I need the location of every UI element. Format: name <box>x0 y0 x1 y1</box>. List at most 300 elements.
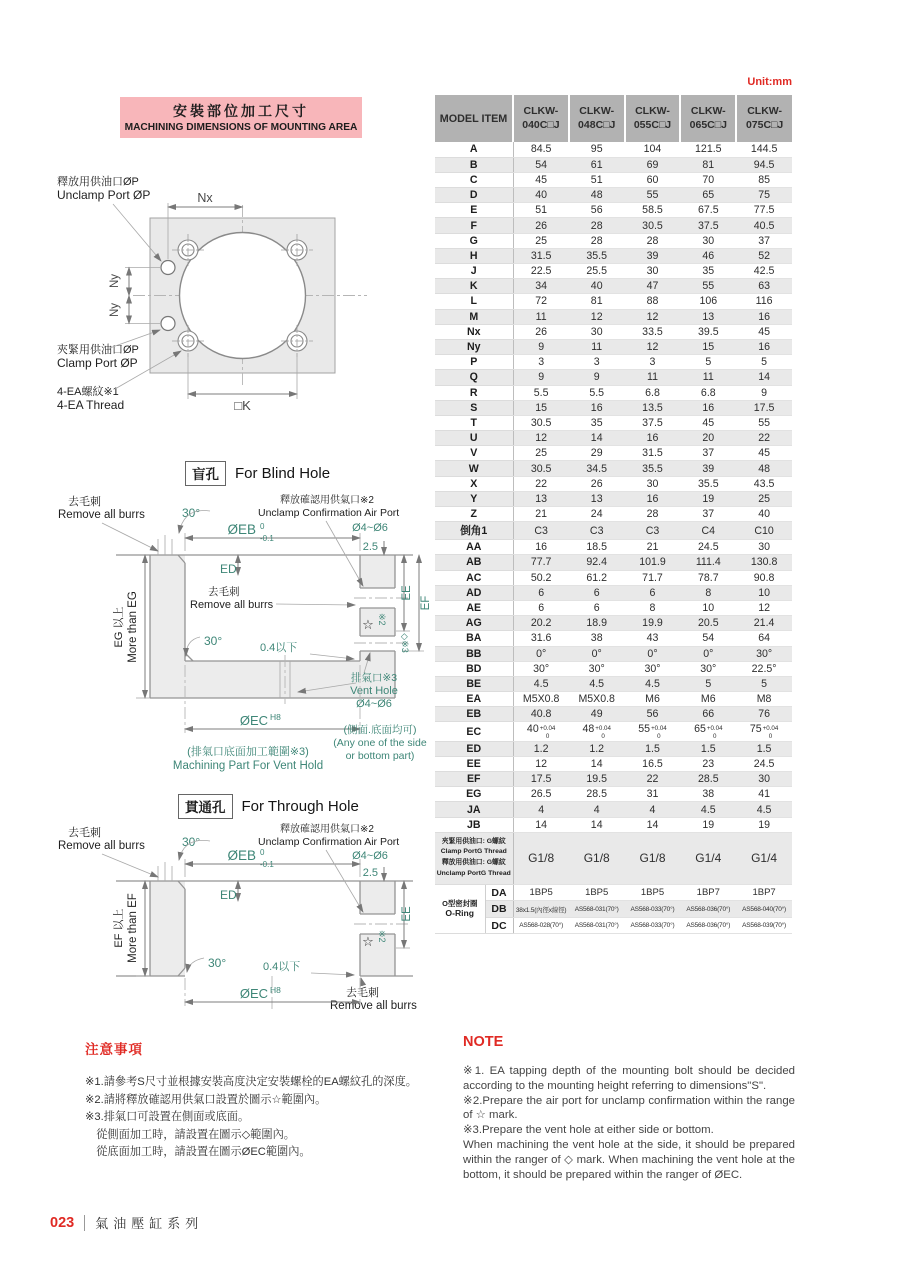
row-label: E <box>435 203 513 218</box>
oring-cell: AS568-031(70°) <box>569 901 625 918</box>
dim-eb-sup: 0 <box>260 522 265 531</box>
dimension-cell: 16 <box>680 400 736 415</box>
dimension-cell: 42.5 <box>736 264 792 279</box>
confirm-port-label-zh: 釋放確認用供氣口※2 <box>280 824 374 835</box>
dimension-cell: 55 +0.04 0 <box>625 722 681 741</box>
dimension-cell: 61.2 <box>569 570 625 585</box>
dimension-cell: 31.5 <box>625 446 681 461</box>
row-label: AB <box>435 555 513 570</box>
clamp-port-label-en: Clamp Port ØP <box>57 356 138 370</box>
confirm-port-label-en: Unclamp Confirmation Air Port <box>258 836 400 848</box>
dimension-cell: 51 <box>569 172 625 187</box>
dimension-cell: M8 <box>736 692 792 707</box>
deburr-top-label-zh: 去毛刺 <box>68 496 101 508</box>
dimension-cell: 1.5 <box>736 741 792 756</box>
dim-04max: 0.4以下 <box>260 642 298 654</box>
dimension-cell: 21.4 <box>736 616 792 631</box>
dimension-cell: 25 <box>513 233 569 248</box>
dimension-row <box>435 817 792 832</box>
dimension-cell: 16 <box>513 540 569 555</box>
oring-row <box>435 917 792 934</box>
dimension-cell: 54 <box>513 157 569 172</box>
dimension-cell: 30 <box>569 324 625 339</box>
dimension-cell: 12 <box>569 309 625 324</box>
dimension-row <box>435 248 792 263</box>
dimension-cell: 43 <box>625 631 681 646</box>
page-title <box>120 97 362 138</box>
row-label: Z <box>435 507 513 522</box>
dimension-cell: 28 <box>625 507 681 522</box>
dimension-cell: 16 <box>736 339 792 354</box>
dimension-cell: 45 <box>736 446 792 461</box>
dimension-cell: 60 <box>625 172 681 187</box>
oring-cell: 1BP7 <box>736 884 792 901</box>
blind-hole-badge: 盲孔 <box>185 461 226 486</box>
row-label: EF <box>435 772 513 787</box>
dimension-cell: 30 <box>625 264 681 279</box>
dimension-cell: 30° <box>569 661 625 676</box>
dimension-cell: 18.5 <box>569 540 625 555</box>
dimension-row <box>435 787 792 802</box>
dimension-cell: 24.5 <box>736 756 792 771</box>
model-column-header: CLKW- 075C□J <box>736 95 792 142</box>
row-label: AE <box>435 600 513 615</box>
dim-d46-top: Ø4~Ø6 <box>352 850 388 862</box>
row-label: BE <box>435 676 513 691</box>
dimension-cell: 6.8 <box>625 385 681 400</box>
dimension-cell: 19 <box>680 817 736 832</box>
dimension-cell: 14 <box>736 370 792 385</box>
dimension-cell: 21 <box>513 507 569 522</box>
dimension-cell: 40 <box>569 279 625 294</box>
dimension-cell: 16 <box>625 491 681 506</box>
dimension-cell: 69 <box>625 157 681 172</box>
dim-ee: EE <box>401 585 413 601</box>
dimension-cell: 56 <box>569 203 625 218</box>
row-label: W <box>435 461 513 476</box>
vent-hole-label-zh: 排氣口※3 <box>350 672 398 684</box>
row-label: ED <box>435 741 513 756</box>
dim-k: □K <box>234 398 251 413</box>
note-line: 從底面加工時，請設置在圖示ØEC範圍內。 <box>85 1146 311 1158</box>
dimension-row <box>435 491 792 506</box>
row-label: C <box>435 172 513 187</box>
dim-eb-sup: 0 <box>260 848 265 857</box>
dimension-cell: 40 <box>736 507 792 522</box>
oring-cell: AS568-036(70°) <box>680 901 736 918</box>
dim-ee: EE <box>401 906 413 922</box>
dim-eb-sub: -0.1 <box>260 534 274 543</box>
page-title-zh: 安裝部位加工尺寸 <box>173 103 309 119</box>
dimension-cell: 10 <box>736 585 792 600</box>
dimension-cell: 40.5 <box>736 218 792 233</box>
dimension-cell: 30° <box>736 646 792 661</box>
notes-zh-title: 注意事項 <box>85 1042 143 1057</box>
row-label: Ny <box>435 339 513 354</box>
dimension-cell: 104 <box>625 142 681 157</box>
dimension-cell: 35.5 <box>625 461 681 476</box>
dim-nx: Nx <box>197 191 213 205</box>
dimension-row <box>435 772 792 787</box>
row-label: X <box>435 476 513 491</box>
dimension-cell: 26 <box>513 324 569 339</box>
dimension-cell: 17.5 <box>513 772 569 787</box>
dimension-cell: 19 <box>680 491 736 506</box>
oring-row <box>435 901 792 918</box>
dimension-cell: 41 <box>736 787 792 802</box>
dimension-cell: 16.5 <box>625 756 681 771</box>
dimension-cell: 15 <box>680 339 736 354</box>
dim-eb-sub: -0.1 <box>260 860 274 869</box>
dimension-cell: 21 <box>625 540 681 555</box>
dimension-cell: 0° <box>513 646 569 661</box>
star-ref: ※2 <box>377 613 387 626</box>
dim-ed: ED <box>220 888 237 902</box>
dimension-cell: 76 <box>736 707 792 722</box>
dimension-cell: 6 <box>513 600 569 615</box>
dimension-cell: 54 <box>680 631 736 646</box>
dim-ny-lower: Ny <box>109 302 121 318</box>
dimension-cell: 11 <box>625 370 681 385</box>
row-label: H <box>435 248 513 263</box>
row-label: J <box>435 264 513 279</box>
dimension-cell: 35.5 <box>569 248 625 263</box>
dimension-cell: 37.5 <box>625 415 681 430</box>
through-hole-badge: 貫通孔 <box>178 794 233 819</box>
dimension-cell: 0° <box>569 646 625 661</box>
dimension-cell: 1.2 <box>569 741 625 756</box>
dimension-cell: 45 <box>513 172 569 187</box>
model-column-header: CLKW- 055C□J <box>625 95 681 142</box>
footer-divider <box>84 1215 85 1231</box>
model-column-header: CLKW- 065C□J <box>680 95 736 142</box>
dimension-cell: 10 <box>680 600 736 615</box>
dimension-cell: 40 +0.04 0 <box>513 722 569 741</box>
dimension-cell: C3 <box>625 522 681 540</box>
dimension-cell: 84.5 <box>513 142 569 157</box>
dim-ec-sup: H8 <box>270 985 281 995</box>
dimension-cell: 130.8 <box>736 555 792 570</box>
dimension-cell: 38 <box>569 631 625 646</box>
dimension-cell: 77.7 <box>513 555 569 570</box>
dimension-row <box>435 616 792 631</box>
oring-cell: AS568-033(70°) <box>625 917 681 934</box>
dimension-cell: 3 <box>513 355 569 370</box>
row-label: Nx <box>435 324 513 339</box>
dimension-cell: 9 <box>569 370 625 385</box>
dim-ec: ØEC <box>239 986 268 1001</box>
dimension-cell: 26 <box>569 476 625 491</box>
row-label: JA <box>435 802 513 817</box>
oring-cell: 1BP7 <box>680 884 736 901</box>
row-label: V <box>435 446 513 461</box>
dimension-cell: 22 <box>625 772 681 787</box>
dimension-cell: 64 <box>736 631 792 646</box>
dimension-cell: 4.5 <box>513 676 569 691</box>
dimension-cell: 9 <box>513 370 569 385</box>
note-paragraph: When machining the vent hole at the side, it should be prepared within the ranger of ◇ mark. When machining the vent hole at the bottom, it should be prepared within the ranger of ØEC. <box>463 1138 795 1181</box>
dimension-row <box>435 802 792 817</box>
series-name: 氣油壓缸系列 <box>95 1216 204 1231</box>
dimension-cell: 0° <box>625 646 681 661</box>
page-number: 023 <box>50 1214 75 1231</box>
row-label: AA <box>435 540 513 555</box>
dimension-cell: 13 <box>569 491 625 506</box>
dimension-cell: 22 <box>513 476 569 491</box>
row-label: BB <box>435 646 513 661</box>
dimension-cell: 13 <box>680 309 736 324</box>
dimension-row <box>435 279 792 294</box>
page-footer <box>50 1213 203 1232</box>
dimension-cell: 78.7 <box>680 570 736 585</box>
deburr-mid-label-zh: 去毛刺 <box>208 586 240 598</box>
port-thread-label: 夾緊用供油口: G螺紋 Clamp PortG Thread 釋放用供油口: G螺紋 Unclamp PortG Thread <box>435 832 513 884</box>
chamfer-angle-top: 30° <box>182 506 201 520</box>
row-label: JB <box>435 817 513 832</box>
dimension-cell: 30 <box>680 233 736 248</box>
oring-code-label: DA <box>485 884 513 901</box>
dimension-row <box>435 555 792 570</box>
row-label: B <box>435 157 513 172</box>
row-label: P <box>435 355 513 370</box>
dimension-cell: 17.5 <box>736 400 792 415</box>
dimension-cell: 46 <box>680 248 736 263</box>
dimension-row <box>435 585 792 600</box>
dimension-cell: 13.5 <box>625 400 681 415</box>
dim-ef: EF <box>420 595 432 611</box>
dimension-cell: 12 <box>513 431 569 446</box>
row-label: L <box>435 294 513 309</box>
dimension-cell: 30 <box>736 772 792 787</box>
vent-hole-label-en: Vent Hole <box>350 685 398 697</box>
dimension-cell: 55 <box>625 188 681 203</box>
dimension-cell: 37 <box>680 446 736 461</box>
dimension-cell: 5 <box>736 355 792 370</box>
model-item-header: MODEL ITEM <box>435 95 513 142</box>
dimension-cell: 16 <box>736 309 792 324</box>
dimension-cell: 5 <box>736 676 792 691</box>
dimension-cell: M6 <box>625 692 681 707</box>
dimension-cell: 37 <box>680 507 736 522</box>
row-label: D <box>435 188 513 203</box>
dimension-row <box>435 446 792 461</box>
dimension-row <box>435 400 792 415</box>
dimension-cell: 90.8 <box>736 570 792 585</box>
dimension-cell: 45 <box>680 415 736 430</box>
dimension-cell: 70 <box>680 172 736 187</box>
dimension-cell: C3 <box>569 522 625 540</box>
dim-ny-upper: Ny <box>109 273 121 289</box>
star-mark: ☆ <box>362 934 374 949</box>
anyside-caption-en1: (Any one of the side <box>333 737 427 749</box>
chamfer-angle-bottom: 30° <box>208 956 227 970</box>
row-label: BD <box>435 661 513 676</box>
unclamp-port-label-en: Unclamp Port ØP <box>57 188 151 202</box>
dimension-cell: 48 +0.04 0 <box>569 722 625 741</box>
dimension-cell: 58.5 <box>625 203 681 218</box>
row-label: EA <box>435 692 513 707</box>
dimension-cell: 12 <box>513 756 569 771</box>
dimension-cell: 30.5 <box>513 461 569 476</box>
dimension-cell: 121.5 <box>680 142 736 157</box>
dimension-cell: 40 <box>513 188 569 203</box>
dimension-cell: 30° <box>513 661 569 676</box>
dim-25: 2.5 <box>362 867 378 879</box>
blind-hole-diagram <box>58 493 433 783</box>
dimension-cell: 4.5 <box>736 802 792 817</box>
dimension-row <box>435 631 792 646</box>
dimension-row <box>435 431 792 446</box>
dimension-cell: 25 <box>736 491 792 506</box>
dimension-cell: 61 <box>569 157 625 172</box>
chamfer-angle-top: 30° <box>182 835 201 849</box>
port-thread-cell: G1/8 <box>569 832 625 884</box>
deburr-top-label-zh: 去毛刺 <box>68 827 101 839</box>
dimension-cell: 6.8 <box>680 385 736 400</box>
dimension-cell: 30 <box>625 476 681 491</box>
dimension-cell: 1.2 <box>513 741 569 756</box>
dimension-row <box>435 218 792 233</box>
confirm-port-label-zh: 釋放確認用供氣口※2 <box>280 495 374 506</box>
dimension-cell: 23 <box>680 756 736 771</box>
deburr-top-label-en: Remove all burrs <box>58 509 145 521</box>
dim-d46-top: Ø4~Ø6 <box>352 522 388 534</box>
dimension-cell: 6 <box>569 585 625 600</box>
row-label: EG <box>435 787 513 802</box>
notes-en-title: NOTE <box>463 1034 504 1050</box>
dim-eb: ØEB <box>227 522 256 537</box>
dimension-cell: C4 <box>680 522 736 540</box>
dimension-cell: 26.5 <box>513 787 569 802</box>
dimension-cell: M5X0.8 <box>513 692 569 707</box>
model-column-header: CLKW- 040C□J <box>513 95 569 142</box>
dimension-cell: 37.5 <box>680 218 736 233</box>
dimension-row <box>435 646 792 661</box>
dimension-cell: 12 <box>625 309 681 324</box>
more-than-eg-en: More than EG <box>127 591 139 663</box>
ea-thread-label-en: 4-EA Thread <box>57 398 125 412</box>
dimension-cell: 5 <box>680 355 736 370</box>
dimension-cell: 55 <box>736 415 792 430</box>
port-thread-cell: G1/8 <box>625 832 681 884</box>
dimension-cell: 5 <box>680 676 736 691</box>
dimension-cell: 0° <box>680 646 736 661</box>
dimension-cell: 12 <box>625 339 681 354</box>
confirm-port-label-en: Unclamp Confirmation Air Port <box>258 507 400 519</box>
dimension-cell: 18.9 <box>569 616 625 631</box>
dimension-cell: 19 <box>736 817 792 832</box>
dimension-cell: 13 <box>513 491 569 506</box>
note-line: ※3.排氣口可設置在側面或底面。 <box>85 1111 250 1123</box>
dimension-cell: 11 <box>680 370 736 385</box>
dimension-cell: 85 <box>736 172 792 187</box>
row-label: 倒角1 <box>435 522 513 540</box>
dimension-row <box>435 188 792 203</box>
dimension-cell: 47 <box>625 279 681 294</box>
row-label: Y <box>435 491 513 506</box>
dim-04max: 0.4以下 <box>263 961 301 973</box>
row-label: AC <box>435 570 513 585</box>
dimension-cell: 116 <box>736 294 792 309</box>
dimension-cell: 39 <box>680 461 736 476</box>
dimension-cell: M6 <box>680 692 736 707</box>
model-column-header: CLKW- 048C□J <box>569 95 625 142</box>
dimension-row <box>435 507 792 522</box>
dimension-cell: 35 <box>680 264 736 279</box>
dimension-cell: 11 <box>569 339 625 354</box>
notes-zh-section <box>85 1038 450 1162</box>
chamfer-angle-bottom: 30° <box>204 634 223 648</box>
oring-cell: 1BP5 <box>625 884 681 901</box>
mounting-diagram <box>55 173 415 418</box>
dimension-cell: 95 <box>569 142 625 157</box>
dimension-cell: 75 <box>736 188 792 203</box>
dimension-cell: 37 <box>736 233 792 248</box>
oring-cell: AS568-036(70°) <box>680 917 736 934</box>
dimension-cell: 71.7 <box>625 570 681 585</box>
notes-zh-lines <box>85 1074 450 1162</box>
dimension-cell: 4 <box>625 802 681 817</box>
notes-en-paragraphs <box>463 1064 795 1182</box>
dimension-cell: 81 <box>680 157 736 172</box>
note-line: ※2.請將釋放確認用供氣口設置於圖示☆範圍內。 <box>85 1093 327 1106</box>
dimension-cell: 14 <box>625 817 681 832</box>
dimension-cell: 20 <box>680 431 736 446</box>
dimension-cell: 48 <box>736 461 792 476</box>
dimension-cell: 30 <box>736 540 792 555</box>
anyside-caption-zh: (側面.底面均可) <box>343 724 417 736</box>
table-head <box>435 95 792 142</box>
oring-code-label: DB <box>485 901 513 918</box>
dimension-row <box>435 385 792 400</box>
dimension-cell: 3 <box>569 355 625 370</box>
dimension-row <box>435 756 792 771</box>
oring-code-label: DC <box>485 917 513 934</box>
dimension-cell: 92.4 <box>569 555 625 570</box>
dimension-cell: 106 <box>680 294 736 309</box>
dimension-cell: 28 <box>569 233 625 248</box>
dimension-cell: 4.5 <box>569 676 625 691</box>
dimension-cell: 6 <box>569 600 625 615</box>
note-paragraph: ※1. EA tapping depth of the mounting bolt should be decided according to the mounting height referring to dimensions"S". <box>463 1065 795 1092</box>
dimension-cell: 22 <box>736 431 792 446</box>
dimension-row <box>435 522 792 540</box>
note-line: ※1.請參考S尺寸並根據安裝高度決定安裝螺栓的EA螺紋孔的深度。 <box>85 1076 417 1088</box>
dimension-row <box>435 540 792 555</box>
dimension-cell: 9 <box>736 385 792 400</box>
row-label: AG <box>435 616 513 631</box>
ea-thread-label-zh: 4-EA螺紋※1 <box>57 386 119 398</box>
dimension-cell: 1.5 <box>625 741 681 756</box>
dimension-cell: 55 <box>680 279 736 294</box>
row-label: EC <box>435 722 513 741</box>
dimension-row <box>435 661 792 676</box>
dimension-cell: 67.5 <box>680 203 736 218</box>
dimension-cell: 4.5 <box>680 802 736 817</box>
dimension-cell: 28 <box>569 218 625 233</box>
dimension-cell: 1.5 <box>680 741 736 756</box>
note-line: 從側面加工時，請設置在圖示◇範圍內。 <box>85 1128 295 1141</box>
dimension-row <box>435 203 792 218</box>
row-label: G <box>435 233 513 248</box>
oring-cell: AS568-039(70°) <box>736 917 792 934</box>
row-label: K <box>435 279 513 294</box>
dimension-cell: 6 <box>513 585 569 600</box>
dimension-cell: 30° <box>625 661 681 676</box>
dimension-cell: 16 <box>569 400 625 415</box>
dimension-cell: 14 <box>513 817 569 832</box>
dimension-cell: 14 <box>569 817 625 832</box>
